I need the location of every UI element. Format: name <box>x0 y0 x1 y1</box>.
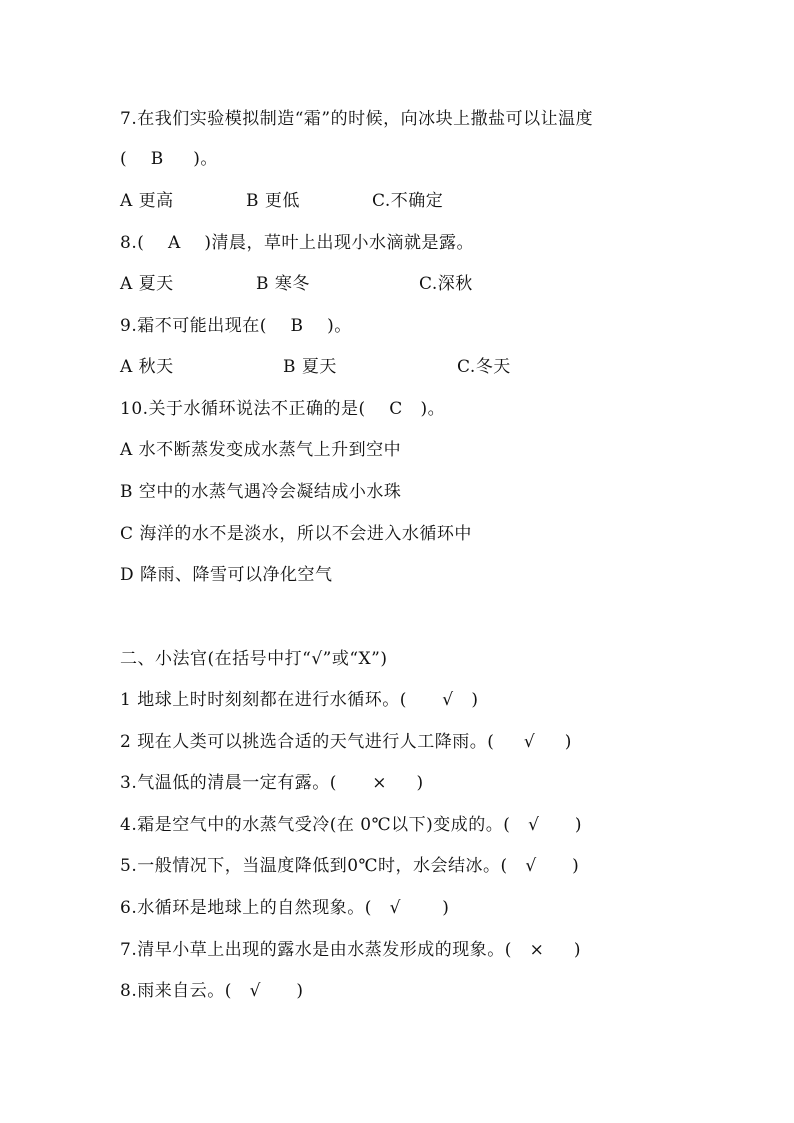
q7-option-b: B 更低 <box>246 191 300 211</box>
q10-text: 10.关于水循环说法不正确的是( C )。 <box>120 399 446 419</box>
judge-item-6: 6.水循环是地球上的自然现象。( √ ) <box>120 898 450 918</box>
q9-option-a: A 秋天 <box>120 357 174 377</box>
judge-item-8: 8.雨来自云。( √ ) <box>120 981 304 1001</box>
q7-option-a: A 更高 <box>120 191 174 211</box>
q10-option-b: B 空中的水蒸气遇冷会凝结成小水珠 <box>120 482 402 502</box>
q9-text: 9.霜不可能出现在( B )。 <box>120 316 352 336</box>
q8-option-a: A 夏天 <box>120 274 174 294</box>
judge-item-1: 1 地球上时时刻刻都在进行水循环。( √ ) <box>120 690 479 710</box>
judge-item-3: 3.气温低的清晨一定有露。( × ) <box>120 773 424 793</box>
q8-option-c: C.深秋 <box>419 274 473 294</box>
judge-item-2: 2 现在人类可以挑选合适的天气进行人工降雨。( √ ) <box>120 732 572 752</box>
section2-heading: 二、小法官(在括号中打“√”或“X”) <box>120 649 388 669</box>
q8-text: 8.( A )清晨，草叶上出现小水滴就是露。 <box>120 233 474 253</box>
q9-option-c: C.冬天 <box>457 357 511 377</box>
q10-option-a: A 水不断蒸发变成水蒸气上升到空中 <box>120 440 402 460</box>
judge-item-4: 4.霜是空气中的水蒸气受冷(在 0℃以下)变成的。( √ ) <box>120 815 582 835</box>
q9-option-b: B 夏天 <box>283 357 337 377</box>
q8-option-b: B 寒冬 <box>256 274 310 294</box>
q7-option-c: C.不确定 <box>372 191 444 211</box>
q7-answer-line: ( B )。 <box>120 149 218 169</box>
q10-option-d: D 降雨、降雪可以净化空气 <box>120 565 333 585</box>
q7-text: 7.在我们实验模拟制造“霜”的时候，向冰块上撒盐可以让温度 <box>120 109 594 129</box>
judge-item-5: 5.一般情况下，当温度降低到0℃时，水会结冰。( √ ) <box>120 856 580 876</box>
judge-item-7: 7.清早小草上出现的露水是由水蒸发形成的现象。( × ) <box>120 940 581 960</box>
q10-option-c: C 海洋的水不是淡水，所以不会进入水循环中 <box>120 524 472 544</box>
